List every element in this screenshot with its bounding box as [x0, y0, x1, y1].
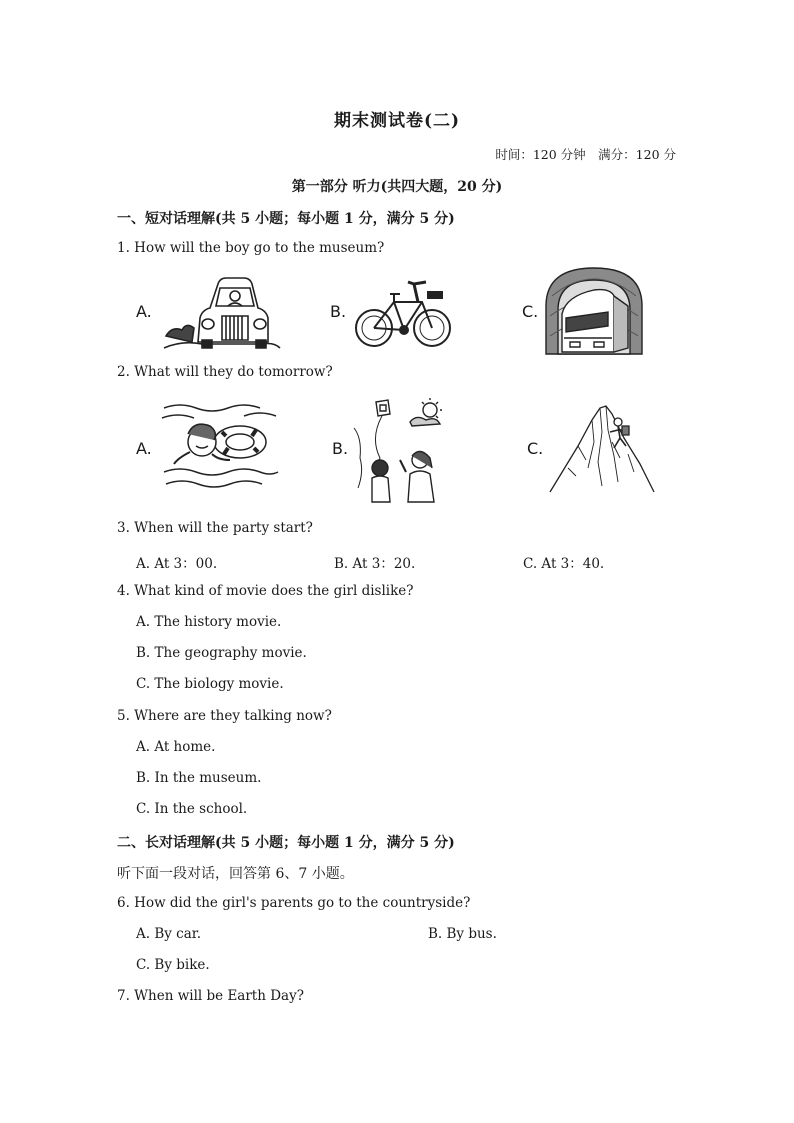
question-1: 1. How will the boy go to the museum?	[117, 240, 385, 256]
q4-option-b: B. The geography movie.	[136, 645, 307, 661]
q5-option-c: C. In the school.	[136, 801, 248, 817]
q2-label-b: B.	[332, 439, 349, 458]
question-3: 3. When will the party start?	[117, 520, 313, 536]
question-5: 5. Where are they talking now?	[117, 708, 332, 724]
q4-option-a: A. The history movie.	[136, 614, 282, 630]
mountain-climbing-icon	[548, 402, 656, 494]
part-title: 第一部分 听力(共四大题，20 分)	[291, 179, 503, 195]
swimming-icon	[160, 402, 280, 492]
question-4: 4. What kind of movie does the girl dislike?	[117, 583, 414, 599]
kite-icon	[350, 398, 450, 502]
question-7: 7. When will be Earth Day?	[117, 988, 304, 1004]
q5-option-a: A. At home.	[136, 739, 216, 755]
q2-label-c: C.	[527, 439, 544, 458]
q6-option-b: B. By bus.	[428, 926, 497, 942]
question-6: 6. How did the girl's parents go to the countryside?	[117, 895, 471, 911]
q3-option-a: A. At 3：00.	[136, 556, 218, 572]
q6-option-c: C. By bike.	[136, 957, 210, 973]
q3-option-c: C. At 3：40.	[523, 556, 605, 572]
section-heading-1: 一、短对话理解(共 5 小题；每小题 1 分，满分 5 分)	[117, 211, 455, 227]
exam-meta: 时间：120 分钟 满分：120 分	[495, 147, 676, 162]
q6-option-a: A. By car.	[136, 926, 202, 942]
q1-label-a: A.	[136, 302, 152, 321]
train-tunnel-icon	[544, 266, 644, 354]
bicycle-icon	[352, 272, 456, 352]
section-2-instruction: 听下面一段对话，回答第 6、7 小题。	[117, 866, 354, 882]
q1-label-c: C.	[522, 302, 539, 321]
car-icon	[162, 270, 282, 352]
q2-label-a: A.	[136, 439, 152, 458]
question-2: 2. What will they do tomorrow?	[117, 364, 333, 380]
page-title: 期末测试卷(二)	[333, 111, 461, 131]
q1-label-b: B.	[330, 302, 347, 321]
section-heading-2: 二、长对话理解(共 5 小题；每小题 1 分，满分 5 分)	[117, 835, 455, 851]
q5-option-b: B. In the museum.	[136, 770, 262, 786]
q4-option-c: C. The biology movie.	[136, 676, 284, 692]
q3-option-b: B. At 3：20.	[334, 556, 416, 572]
